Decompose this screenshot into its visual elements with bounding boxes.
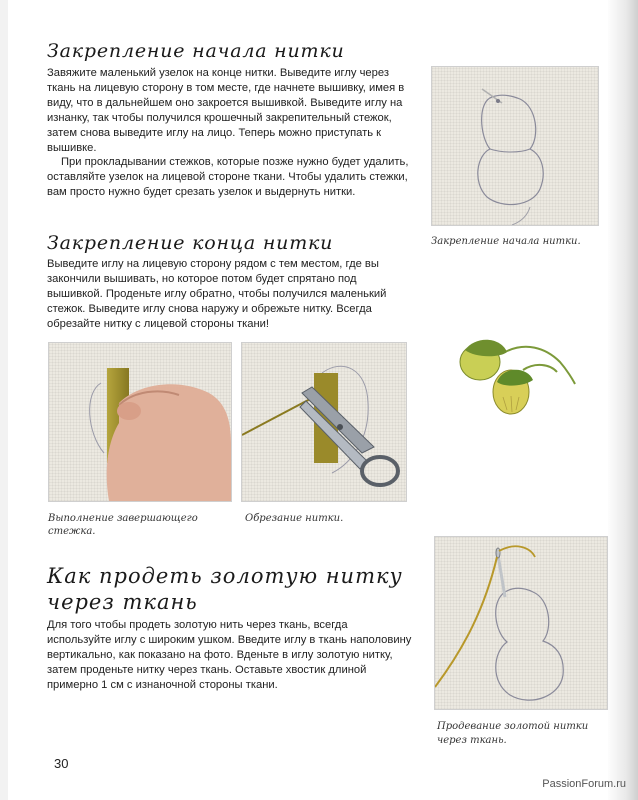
page-edge-right: [608, 0, 638, 800]
caption-start-thread: Закрепление начала нитки.: [431, 236, 581, 247]
scissors-cutting-image: [242, 343, 406, 501]
needle-gold-thread-image: [435, 537, 607, 709]
hand-stitching-image: [49, 343, 231, 501]
paragraph: Выведите иглу на лицевую сторону рядом с тем местом, где вы закончили вышивать, но которое потом будет спрятано под вышивкой. Проденьте иглу обратно, чтобы получился маленький стежок. Выведите иглу снова наружу и обрежьте нитку. Всегда обрезайте нитку с лицевой стороны ткани!: [47, 258, 387, 330]
caption-cutting-thread: Обрезание нитки.: [245, 513, 344, 524]
caption-finishing-stitch: Выполнение завершающего стежка.: [48, 513, 198, 537]
heading-end-thread: Закрепление конца нитки: [47, 232, 334, 254]
page-edge-left: [0, 0, 8, 800]
heading-gold-thread-line2: через ткань: [47, 590, 198, 614]
text-start-thread: [47, 66, 414, 200]
acorn-outline-sketch: [432, 67, 598, 225]
paragraph: Для того чтобы продеть золотую нить через ткань, всегда используйте иглу с широким ушком. Введите иглу в ткань наполовину вертикально, как показано на фото. Вденьте в иглу золотую нитку, затем проденьте нитку через ткань. Оставьте хвостик длиной примерно 1 см с изнаночной стороны ткани.: [47, 619, 412, 691]
heading-gold-thread-line1: Как продеть золотую нитку: [47, 564, 403, 588]
page-number: 30: [54, 756, 69, 771]
watermark: PassionForum.ru: [542, 778, 626, 790]
photo-gold-thread: [434, 536, 608, 710]
text-end-thread: [47, 257, 414, 332]
acorn-illustration: [445, 322, 580, 432]
paragraph: Завяжите маленький узелок на конце нитки. Выведите иглу через ткань на лицевую сторону в том месте, где начнете вышивку, имея в виду, что в дальнейшем оно закроется вышивкой. Выведите иглу на изнанку, так чтобы получился крошечный закрепительный стежок, затем снова выведите иглу на лицо. Теперь можно приступать к вышивке.: [47, 67, 405, 154]
heading-start-thread: Закрепление начала нитки: [47, 40, 345, 62]
photo-start-thread: [431, 66, 599, 226]
text-gold-thread: [47, 618, 414, 693]
caption-gold-thread-line2: через ткань.: [437, 735, 507, 746]
photo-cutting-thread: [241, 342, 407, 502]
caption-gold-thread-line1: Продевание золотой нитки: [437, 721, 589, 732]
photo-finishing-stitch: [48, 342, 232, 502]
paragraph: При прокладывании стежков, которые позже нужно будет удалить, оставляйте узелок на лицевой стороне ткани. Чтобы удалить стежки, вам просто нужно будет срезать узелок и выдернуть нитки.: [47, 156, 409, 199]
